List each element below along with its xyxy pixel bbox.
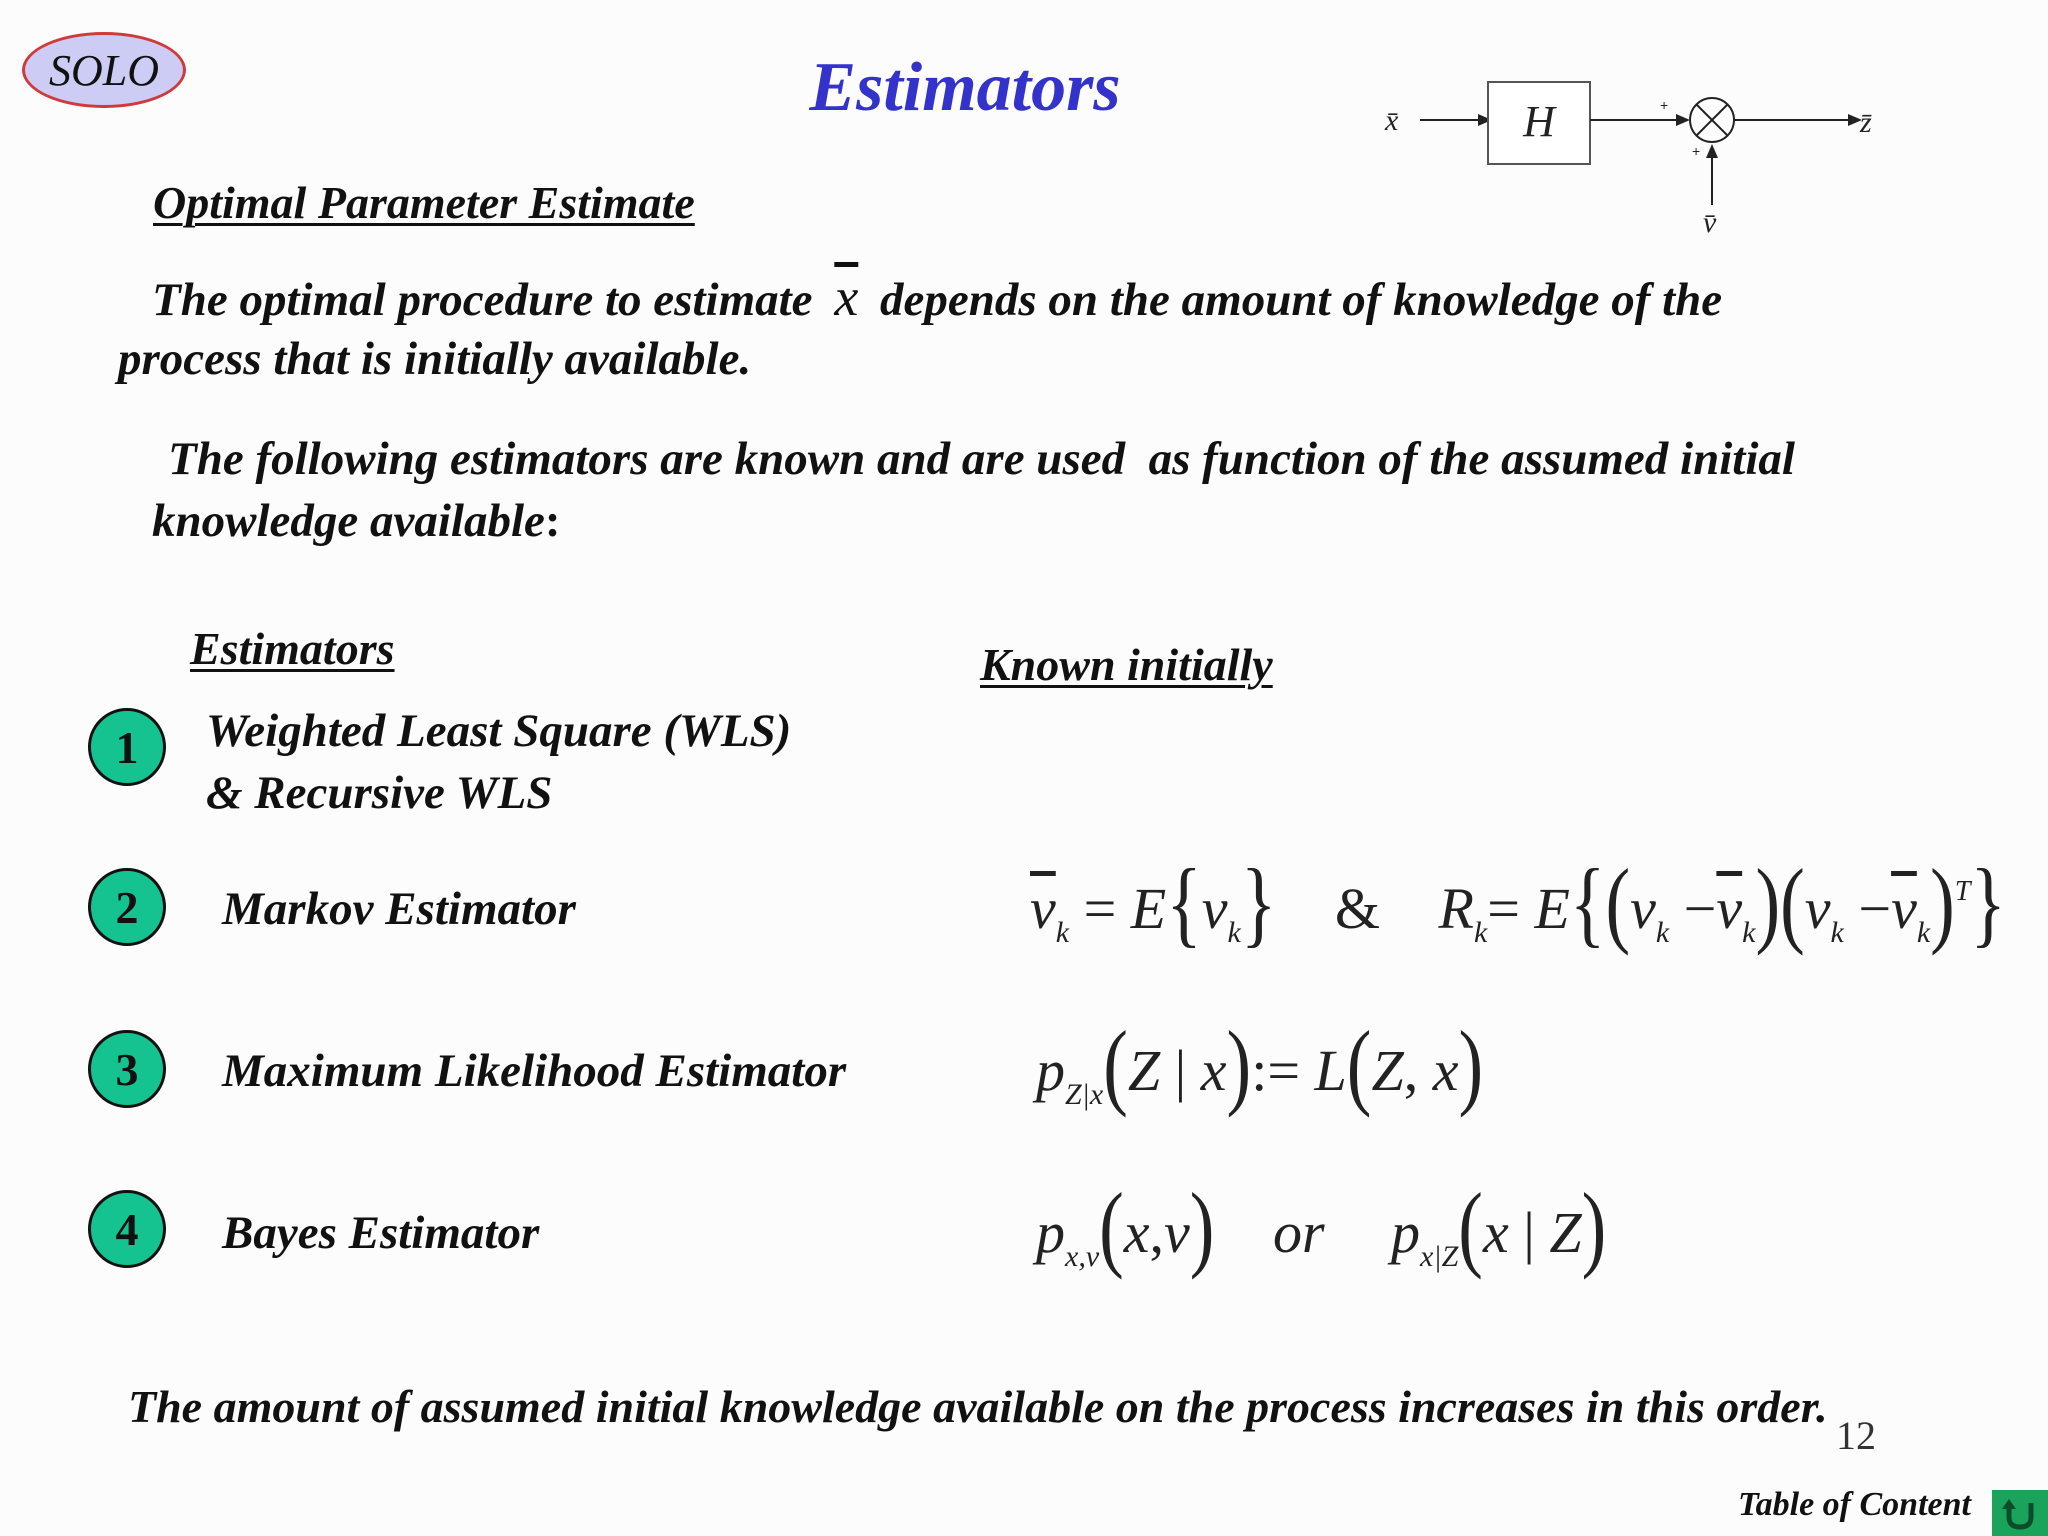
estimator-number-3: 3 (88, 1030, 166, 1108)
plus-sign-top: + (1660, 97, 1669, 113)
subscript-z-given-x: Z|x (1065, 1078, 1104, 1111)
column-heading-estimators: Estimators (190, 623, 395, 674)
likelihood-formula: $p_{Z|x}(Z$ | x):= L(Z, x) (1036, 1012, 1484, 1120)
slide-title: Estimators (809, 49, 1121, 126)
subscript-x-given-z: x|Z (1420, 1240, 1459, 1273)
estimator-number-2: 2 (88, 868, 166, 946)
return-arrow-icon (2000, 1495, 2040, 1531)
formula-ampersand: & (1334, 876, 1380, 941)
diagram-input-label: x̄ (1385, 104, 1399, 137)
diagram-noise-label: v̄ (1703, 206, 1717, 239)
arrowhead-icon (1676, 114, 1690, 126)
estimator-2-name: Markov Estimator (222, 883, 576, 935)
arrowhead-icon (1706, 144, 1718, 158)
markov-formula: $\overline{v}_k = E\{v_k\}$ & $R_k= E\{(v_k -\overline{v}_k)(v_k -\overline{v}_k)^T\}$ (1030, 850, 2006, 958)
x-bar-symbol: $\overline{x}$ (834, 267, 859, 327)
paragraph-2-line-1: The following estimators are known and are used as function of the assumed initial (168, 433, 1795, 485)
estimator-number-1: 1 (88, 708, 166, 786)
estimator-1-line-1: Weighted Least Square (WLS) (206, 705, 792, 757)
measurement-block-diagram (1370, 70, 1890, 240)
estimator-1-line-2: & Recursive WLS (206, 767, 553, 819)
solo-badge (22, 32, 186, 108)
transpose-symbol: T (1954, 876, 1971, 907)
subscript-x-v: x,v (1065, 1240, 1100, 1273)
estimator-number-4: 4 (88, 1190, 166, 1268)
para2-text: knowledge available (152, 495, 545, 547)
h-block-label: H (1523, 97, 1555, 146)
estimator-3-name: Maximum Likelihood Estimator (222, 1045, 847, 1097)
section-heading: Optimal Parameter Estimate (153, 177, 695, 228)
para2-colon: : (544, 495, 561, 547)
table-of-content-button[interactable] (1992, 1490, 2048, 1536)
badge-label: SOLO (48, 45, 160, 95)
column-heading-known-initially: Known initially (980, 639, 1273, 690)
plus-sign-bottom: + (1692, 143, 1701, 159)
para1-text-a: The optimal procedure to estimate (152, 274, 813, 326)
table-of-content-link[interactable]: Table of Content (1738, 1486, 1971, 1523)
page-number: 12 (1836, 1413, 1876, 1458)
estimator-4-name: Bayes Estimator (222, 1207, 540, 1259)
bayes-formula: $p_{x,v}(x,v)$ or $p_{x|Z}(x$ | Z) (1036, 1174, 1607, 1282)
para1-text-b: depends on the amount of knowledge of the (880, 274, 1723, 326)
paragraph-1-line-1 (152, 266, 1722, 331)
diagram-output-label: z̄ (1860, 106, 1872, 139)
formula-or: or (1272, 1200, 1325, 1265)
paragraph-1-line-2: process that is initially available. (118, 333, 752, 385)
footer-statement: The amount of assumed initial knowledge available on the process increases in this order. (128, 1381, 1828, 1432)
paragraph-2-line-2 (152, 490, 561, 552)
